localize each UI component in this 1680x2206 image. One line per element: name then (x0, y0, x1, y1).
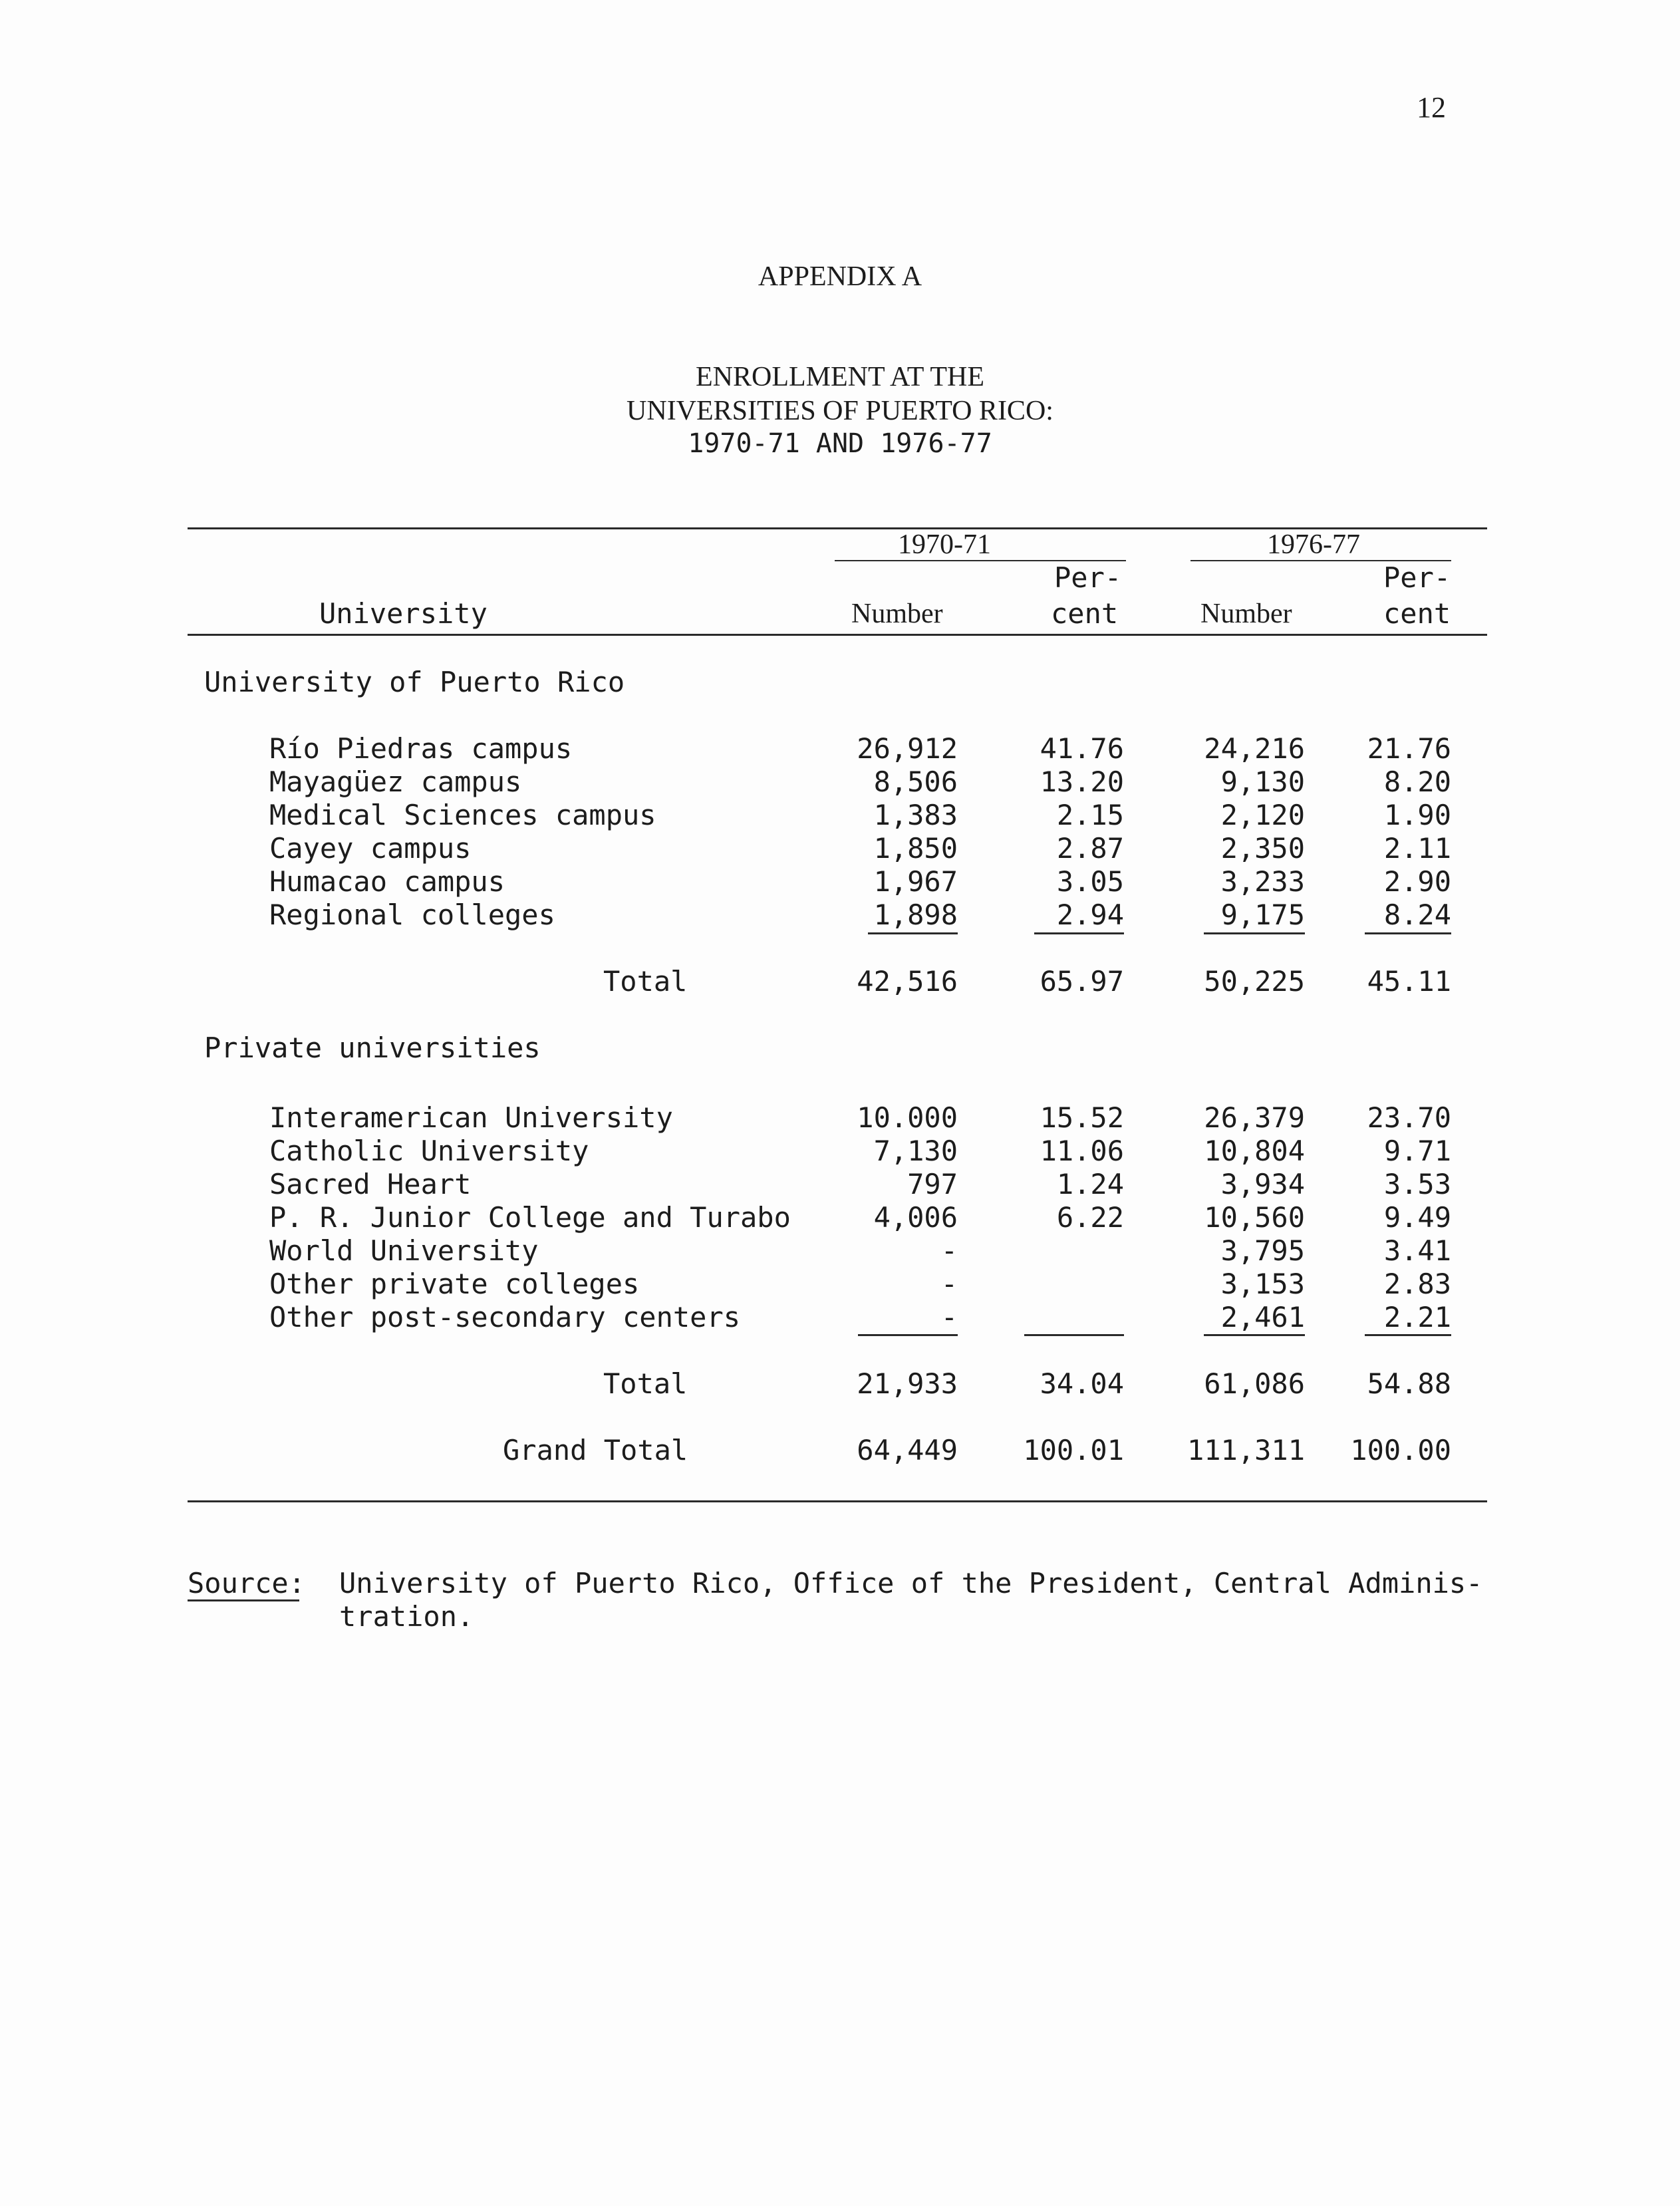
cell-number-1970: 4,006 (873, 1201, 958, 1234)
cell-percent-1976: 23.70 (1367, 1101, 1451, 1134)
cell-number-1970: 1,967 (873, 865, 958, 898)
cell-percent-1976: 2.11 (1383, 832, 1451, 865)
cell-number-1976: 2,350 (1220, 832, 1305, 865)
cell-number-1970: 1,898 (873, 898, 958, 931)
subtotal-rule (1204, 932, 1305, 934)
cell-percent-1976: 1.90 (1383, 799, 1451, 831)
col-header-number-1976: Number (1200, 599, 1292, 629)
cell-number-1976: 50,225 (1204, 965, 1305, 998)
subtotal-rule (1024, 1334, 1124, 1336)
col-header-cent-1976: cent (1383, 597, 1451, 630)
row-label: Other private colleges (269, 1268, 640, 1300)
cell-percent-1976: 9.71 (1383, 1135, 1451, 1167)
appendix-title: APPENDIX A (758, 261, 922, 292)
header-bottom-rule (188, 634, 1487, 636)
cell-percent-1976: 3.41 (1383, 1234, 1451, 1267)
row-label: Medical Sciences campus (269, 799, 656, 831)
cell-number-1970: 26,912 (857, 732, 958, 765)
cell-number-1970: 1,850 (873, 832, 958, 865)
subtotal-rule (858, 1334, 958, 1336)
cell-percent-1970: 65.97 (1040, 965, 1124, 998)
cell-percent-1970: 2.87 (1056, 832, 1124, 865)
page-number: 12 (1417, 91, 1446, 124)
col-header-cent-1970: cent (1051, 597, 1119, 630)
row-label: Río Piedras campus (269, 732, 573, 765)
cell-number-1970: 21,933 (857, 1367, 958, 1400)
cell-number-1976: 9,175 (1220, 898, 1305, 931)
cell-percent-1976: 2.21 (1383, 1301, 1451, 1333)
row-label: Humacao campus (269, 865, 505, 898)
cell-percent-1970: 1.24 (1056, 1168, 1124, 1200)
total-label: Total (603, 965, 688, 998)
row-label: Catholic University (269, 1135, 589, 1167)
cell-number-1976: 9,130 (1220, 765, 1305, 798)
cell-number-1970: 64,449 (857, 1434, 958, 1466)
cell-number-1970: 8,506 (873, 765, 958, 798)
cell-percent-1976: 45.11 (1367, 965, 1451, 998)
cell-percent-1976: 8.20 (1383, 765, 1451, 798)
cell-percent-1976: 9.49 (1383, 1201, 1451, 1234)
cell-percent-1970: 15.52 (1040, 1101, 1124, 1134)
grand-total-label: Grand Total (503, 1434, 688, 1466)
row-label: P. R. Junior College and Turabo (269, 1201, 791, 1234)
col-header-number-1970: Number (851, 599, 943, 629)
cell-number-1976: 24,216 (1204, 732, 1305, 765)
subtotal-rule (868, 932, 958, 934)
cell-percent-1970: 6.22 (1056, 1201, 1124, 1234)
row-label: Other post-secondary centers (269, 1301, 741, 1333)
cell-number-1970: - (940, 1301, 958, 1333)
cell-number-1970: - (940, 1268, 958, 1300)
cell-percent-1970: 11.06 (1040, 1135, 1124, 1167)
cell-percent-1970: 41.76 (1040, 732, 1124, 765)
cell-number-1976: 3,795 (1220, 1234, 1305, 1267)
table-title-line2: UNIVERSITIES OF PUERTO RICO: (627, 396, 1053, 426)
row-label: Interamerican University (269, 1101, 673, 1134)
subtotal-rule (1365, 1334, 1451, 1336)
cell-percent-1976: 54.88 (1367, 1367, 1451, 1400)
col-header-university: University (319, 597, 488, 630)
cell-number-1970: 10.000 (857, 1101, 958, 1134)
cell-number-1970: 797 (907, 1168, 958, 1200)
col-header-per-1970: Per- (1054, 561, 1122, 594)
col-header-per-1976: Per- (1383, 561, 1451, 594)
cell-percent-1976: 2.90 (1383, 865, 1451, 898)
period-header-1970: 1970-71 (898, 529, 991, 560)
cell-number-1976: 3,934 (1220, 1168, 1305, 1200)
table-title-line1: ENROLLMENT AT THE (695, 362, 984, 392)
source-text-line2: tration. (339, 1600, 474, 1633)
cell-percent-1970: 34.04 (1040, 1367, 1124, 1400)
cell-number-1976: 3,153 (1220, 1268, 1305, 1300)
cell-percent-1970: 3.05 (1056, 865, 1124, 898)
cell-percent-1976: 3.53 (1383, 1168, 1451, 1200)
cell-number-1976: 3,233 (1220, 865, 1305, 898)
cell-percent-1970: 100.01 (1023, 1434, 1124, 1466)
source-text-line1: University of Puerto Rico, Office of the President, Central Adminis- (339, 1567, 1483, 1599)
cell-percent-1976: 100.00 (1350, 1434, 1451, 1466)
cell-number-1976: 10,560 (1204, 1201, 1305, 1234)
cell-number-1976: 61,086 (1204, 1367, 1305, 1400)
period-header-1976: 1976-77 (1267, 529, 1360, 560)
section-title-private: Private universities (204, 1032, 541, 1064)
subtotal-rule (1034, 932, 1124, 934)
cell-percent-1976: 2.83 (1383, 1268, 1451, 1300)
cell-number-1976: 2,120 (1220, 799, 1305, 831)
row-label: Cayey campus (269, 832, 472, 865)
cell-percent-1970: 2.15 (1056, 799, 1124, 831)
cell-percent-1970: 13.20 (1040, 765, 1124, 798)
subtotal-rule (1365, 932, 1451, 934)
cell-number-1970: 1,383 (873, 799, 958, 831)
cell-percent-1976: 8.24 (1383, 898, 1451, 931)
table-title-line3: 1970-71 AND 1976-77 (688, 428, 992, 459)
section-title-upr: University of Puerto Rico (204, 666, 625, 698)
cell-number-1976: 2,461 (1220, 1301, 1305, 1333)
row-label: World University (269, 1234, 539, 1267)
row-label: Mayagüez campus (269, 765, 522, 798)
cell-number-1976: 111,311 (1187, 1434, 1305, 1466)
row-label: Regional colleges (269, 898, 555, 931)
table-bottom-rule (188, 1500, 1487, 1502)
source-label: Source: (188, 1567, 306, 1599)
cell-percent-1976: 21.76 (1367, 732, 1451, 765)
total-label: Total (603, 1367, 688, 1400)
row-label: Sacred Heart (269, 1168, 472, 1200)
cell-number-1970: 7,130 (873, 1135, 958, 1167)
cell-percent-1970: 2.94 (1056, 898, 1124, 931)
cell-number-1976: 10,804 (1204, 1135, 1305, 1167)
subtotal-rule (1204, 1334, 1305, 1336)
cell-number-1970: - (940, 1234, 958, 1267)
cell-number-1976: 26,379 (1204, 1101, 1305, 1134)
cell-number-1970: 42,516 (857, 965, 958, 998)
source-label-underline (188, 1599, 299, 1601)
